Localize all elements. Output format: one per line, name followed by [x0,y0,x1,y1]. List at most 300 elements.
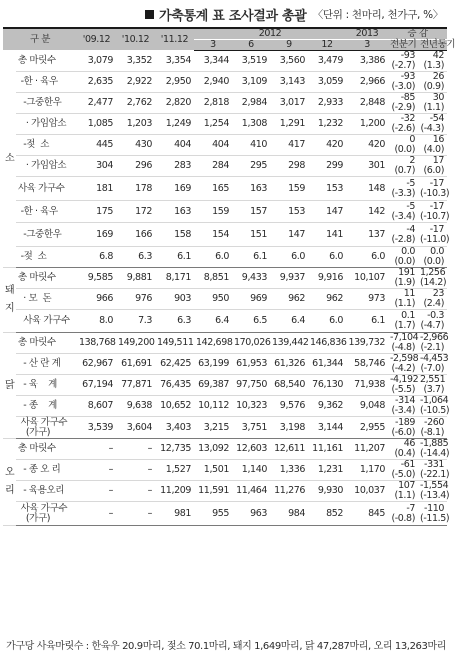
value-cell: 166 [116,223,155,247]
value-cell: 8,851 [194,268,232,289]
value-cell: 445 [77,135,116,156]
table-row [3,375,447,396]
value-cell: 61,691 [116,354,155,375]
value-cell: 8,171 [155,268,194,289]
change-prev-quarter-cell [388,93,418,114]
value-cell: 3,352 [116,51,155,72]
value-cell: 77,871 [116,375,155,396]
value-cell: 6.0 [270,247,308,268]
change-amount: 0.1 [401,310,416,321]
value-cell: 8,607 [77,396,116,417]
value-cell: 1,232 [308,114,346,135]
change-percent: (-2.8) [391,233,416,245]
value-cell: 2,922 [116,72,155,93]
change-amount: -2,966 [420,332,449,343]
change-amount: 1,256 [420,267,446,278]
value-cell: 6.0 [346,247,388,268]
change-amount: -4,453 [420,353,449,364]
value-cell: 146,836 [308,333,346,354]
change-prev-quarter-cell [388,247,418,268]
change-percent: (-4.3) [420,123,445,134]
value-cell: 159 [270,177,308,201]
value-cell: 1,249 [155,114,194,135]
title-square-icon [145,10,154,19]
value-cell: – [77,481,116,502]
value-cell: 139,442 [270,333,308,354]
change-prev-year-cell [418,177,450,201]
value-cell: 3,079 [77,51,116,72]
value-cell: 153 [270,201,308,223]
value-cell: 147 [308,201,346,223]
value-cell: 976 [116,289,155,310]
table-title [145,5,307,24]
change-amount: -17 [429,223,445,235]
value-cell: 172 [116,201,155,223]
value-cell: 12,611 [270,439,308,460]
change-prev-quarter-cell [388,156,418,177]
value-cell: 11,209 [155,481,194,502]
change-percent: (1.9) [394,277,416,288]
table-row [3,460,447,481]
change-percent: (2.4) [423,298,445,309]
value-cell: 11,276 [270,481,308,502]
row-label: -젖 소 [16,135,77,156]
value-cell: 3,059 [308,72,346,93]
change-prev-year-cell [418,289,447,310]
table-row [3,396,447,417]
value-cell: 149,511 [155,333,194,354]
value-cell: 58,746 [346,354,388,375]
change-percent: (0.9) [423,81,445,92]
change-amount: -331 [424,459,445,470]
change-percent: (-11.0) [420,233,450,245]
change-amount: 23 [432,288,445,299]
value-cell: 6.1 [346,310,388,333]
value-cell: 62,425 [155,354,194,375]
value-cell: 6.0 [194,247,232,268]
change-percent: (-3.4) [391,210,416,222]
row-label: · 가임암소 [16,156,77,177]
value-cell: 71,938 [346,375,388,396]
table-row [3,439,447,460]
value-cell: 3,403 [155,417,194,439]
value-cell: 181 [77,177,116,201]
value-cell: 6.1 [155,247,194,268]
value-cell: 12,603 [232,439,270,460]
value-cell: – [77,439,116,460]
value-cell: 12,735 [155,439,194,460]
change-prev-year-cell [418,502,450,526]
value-cell: 63,199 [194,354,232,375]
row-label: -그중한우 [16,223,77,247]
value-cell: – [77,502,116,526]
value-cell: 9,638 [116,396,155,417]
row-label: -한 · 육우 [16,201,77,223]
change-prev-year-cell [418,114,447,135]
value-cell: 955 [194,502,232,526]
value-cell: 1,501 [194,460,232,481]
change-amount: 107 [398,480,416,491]
change-amount: -93 [400,71,416,82]
header-1012: '10.12 [116,28,155,51]
value-cell: – [116,502,155,526]
value-cell: 10,652 [155,396,194,417]
value-cell: 10,323 [232,396,270,417]
change-percent: (1.1) [394,298,416,309]
value-cell: 1,336 [270,460,308,481]
value-cell: 147 [270,223,308,247]
change-prev-year-cell [418,135,447,156]
change-amount: -85 [400,92,416,103]
change-prev-quarter-cell [388,439,418,460]
row-label: - 육 계 [16,375,77,396]
header-gubun: 구 분 [3,28,77,51]
change-percent: (-2.6) [391,123,416,134]
value-cell: 3,017 [270,93,308,114]
change-percent: (3.7) [423,384,445,395]
change-prev-quarter-cell [388,135,418,156]
change-prev-quarter-cell [388,396,418,417]
change-amount: 0.0 [430,246,445,257]
value-cell: 981 [155,502,194,526]
change-amount: -110 [424,502,445,514]
value-cell: 9,916 [308,268,346,289]
value-cell: 2,820 [155,93,194,114]
row-label: 총 마릿수 [16,333,77,354]
change-amount: 42 [432,50,445,61]
value-cell: 301 [346,156,388,177]
value-cell: 3,539 [77,417,116,439]
livestock-group-label: 닭 [3,333,16,439]
change-percent: (0.4) [394,448,416,459]
change-amount: -17 [429,177,445,189]
value-cell: 1,308 [232,114,270,135]
change-percent: (-10.5) [420,405,450,416]
change-amount: -5 [406,200,416,212]
value-cell: 2,955 [346,417,388,439]
change-prev-year-cell [418,72,447,93]
change-amount: -17 [429,200,445,212]
value-cell: 151 [232,223,270,247]
value-cell: 9,433 [232,268,270,289]
change-percent: (-6.0) [391,426,416,438]
value-cell: 404 [155,135,194,156]
value-cell: 966 [77,289,116,310]
change-percent: (-2.1) [420,342,445,353]
value-cell: 6.3 [116,247,155,268]
row-label: 총 마릿수 [16,51,77,72]
table-title-text: 가축통계 표 조사결과 총괄 [159,9,307,24]
value-cell: 1,527 [155,460,194,481]
value-cell: 6.0 [308,310,346,333]
value-cell: 283 [155,156,194,177]
value-cell: 299 [308,156,346,177]
value-cell: 170,026 [232,333,270,354]
value-cell: 8.0 [77,310,116,333]
value-cell: 175 [77,201,116,223]
value-cell: 9,585 [77,268,116,289]
change-percent: (-11.5) [420,512,450,524]
value-cell: – [116,439,155,460]
change-amount: 2,551 [420,374,446,385]
value-cell: 430 [116,135,155,156]
change-prev-quarter-cell [388,375,418,396]
change-amount: 0 [409,134,416,145]
value-cell: 13,092 [194,439,232,460]
change-amount: -2,598 [390,353,419,364]
change-amount: 17 [432,155,445,166]
livestock-group-label: 소 [3,51,16,268]
value-cell: 9,930 [308,481,346,502]
value-cell: 950 [194,289,232,310]
value-cell: 169 [77,223,116,247]
value-cell: 6.1 [232,247,270,268]
change-prev-quarter-cell [388,333,418,354]
value-cell: 159 [194,201,232,223]
table-row [3,333,447,354]
change-prev-quarter-cell [388,114,418,135]
change-amount: -61 [400,459,416,470]
header-month-12: 12 [308,40,346,51]
change-percent: (0.7) [394,165,416,176]
value-cell: 404 [194,135,232,156]
change-percent: (-14.4) [420,448,450,459]
change-amount: -260 [424,416,445,428]
change-amount: -314 [395,395,416,406]
change-percent: (-10.3) [420,187,450,199]
value-cell: 10,112 [194,396,232,417]
value-cell: 142 [346,201,388,223]
change-amount: -4,192 [390,374,419,385]
table-row [3,156,447,177]
change-percent: (-7.0) [420,363,445,374]
table-row [3,114,447,135]
change-prev-year-cell [418,223,450,247]
change-amount: 191 [398,267,416,278]
value-cell: 2,940 [194,72,232,93]
value-cell: 3,354 [155,51,194,72]
value-cell: 3,604 [116,417,155,439]
value-cell: 2,762 [116,93,155,114]
change-prev-year-cell [418,93,447,114]
change-percent: (-8.1) [420,426,445,438]
value-cell: 420 [308,135,346,156]
row-label: 사육 가구수 (가구) [16,502,77,526]
change-amount: -1,885 [420,438,449,449]
change-percent: (6.0) [423,165,445,176]
value-cell: 6.3 [155,310,194,333]
footer-note: 가구당 사육마릿수 : 한육우 20.9마리, 젖소 70.1마리, 돼지 1,649마리, 닭 47,287마리, 오리 13,263마리 [6,641,446,652]
header-change: 증 감 [388,28,447,40]
change-prev-year-cell [418,51,447,72]
change-prev-year-cell [418,395,450,417]
change-prev-year-cell [418,417,447,439]
value-cell: 2,933 [308,93,346,114]
value-cell: 158 [155,223,194,247]
value-cell: 2,818 [194,93,232,114]
value-cell: 1,254 [194,114,232,135]
value-cell: 903 [155,289,194,310]
change-percent: (-3.3) [391,187,416,199]
value-cell: 9,576 [270,396,308,417]
value-cell: 3,479 [308,51,346,72]
change-prev-quarter-cell [388,417,418,439]
value-cell: 169 [155,177,194,201]
value-cell: 178 [116,177,155,201]
value-cell: 6.8 [77,247,116,268]
value-cell: 149,200 [116,333,155,354]
change-amount: -32 [400,113,416,124]
change-amount: -7 [406,502,416,514]
value-cell: 304 [77,156,116,177]
value-cell: 284 [194,156,232,177]
value-cell: 1,085 [77,114,116,135]
change-percent: (-10.7) [420,210,450,222]
value-cell: 3,519 [232,51,270,72]
value-cell: 97,750 [232,375,270,396]
value-cell: 6.0 [308,247,346,268]
change-prev-quarter-cell [388,354,418,375]
change-amount: 0.0 [401,246,416,257]
table-row [3,502,447,526]
change-percent: (14.2) [420,277,447,288]
change-prev-quarter-cell [388,481,418,502]
change-amount: 2 [409,155,416,166]
change-prev-quarter-cell [388,223,418,247]
value-cell: 9,362 [308,396,346,417]
change-percent: (-5.5) [391,384,416,395]
value-cell: 2,635 [77,72,116,93]
table-row [3,247,447,268]
change-amount: -189 [395,416,416,428]
value-cell: 61,953 [232,354,270,375]
change-percent: (1.7) [394,320,416,331]
row-label: - 산 란 계 [16,354,77,375]
change-prev-year-cell [418,200,450,223]
value-cell: 142,698 [194,333,232,354]
change-amount: 46 [403,438,416,449]
value-cell: 141 [308,223,346,247]
change-percent: (-5.0) [391,469,416,480]
table-row [3,268,447,289]
value-cell: 420 [346,135,388,156]
value-cell: 3,386 [346,51,388,72]
change-percent: (-2.7) [391,60,416,71]
header-month-9: 9 [270,40,308,51]
change-amount: -4 [406,223,416,235]
table-row [3,135,447,156]
change-percent: (0.0) [394,256,416,267]
livestock-group-label: 돼 지 [3,268,16,333]
value-cell: 2,950 [155,72,194,93]
change-percent: (1.1) [423,102,445,113]
change-prev-quarter-cell [388,268,418,289]
change-percent: (4.0) [423,144,445,155]
unit-note: 〈단위 : 천마리, 천가구, %〉 [312,9,443,21]
row-label: - 육용오리 [16,481,77,502]
header-prev-year: 전년동기 [420,39,455,50]
change-prev-year-cell [418,333,447,354]
header-0912: '09.12 [77,28,116,51]
change-percent: (-3.0) [391,81,416,92]
change-amount: 16 [432,134,445,145]
value-cell: 2,848 [346,93,388,114]
change-amount: -54 [429,113,445,124]
row-label: - 종 오 리 [16,460,77,481]
value-cell: 6.5 [232,310,270,333]
change-amount: -93 [400,50,416,61]
value-cell: 1,231 [308,460,346,481]
row-label: 총 마릿수 [16,439,77,460]
table-row [3,72,447,93]
value-cell: 295 [232,156,270,177]
value-cell: 11,591 [194,481,232,502]
change-prev-year-cell [418,247,447,268]
value-cell: 2,984 [232,93,270,114]
change-prev-year-cell [418,156,447,177]
table-body [3,50,450,526]
value-cell: 963 [232,502,270,526]
change-prev-year-cell [418,480,450,502]
value-cell: 2,966 [346,72,388,93]
value-cell: 962 [270,289,308,310]
change-percent: (-13.4) [420,490,450,501]
value-cell: 973 [346,289,388,310]
change-prev-year-cell [418,375,447,396]
value-cell: 68,540 [270,375,308,396]
change-amount: -1,064 [420,395,449,406]
change-prev-quarter-cell [388,72,418,93]
change-percent: (1.1) [394,490,416,501]
value-cell: 6.4 [194,310,232,333]
change-percent: (-2.9) [391,102,416,113]
change-prev-year-cell [418,310,447,333]
change-percent: (0.0) [394,144,416,155]
value-cell: 76,435 [155,375,194,396]
value-cell: 138,768 [77,333,116,354]
table-row [3,310,447,333]
value-cell: – [77,460,116,481]
value-cell: 69,387 [194,375,232,396]
value-cell: 1,203 [116,114,155,135]
value-cell: 3,344 [194,51,232,72]
change-prev-quarter-cell [388,177,418,201]
value-cell: 9,048 [346,396,388,417]
value-cell: – [116,481,155,502]
table-row [3,51,447,72]
header-2012: 2012 [194,28,346,40]
row-label: - 종 계 [16,396,77,417]
value-cell: 969 [232,289,270,310]
change-prev-year-cell [418,268,447,289]
value-cell: 3,215 [194,417,232,439]
header-prev-quarter: 전분기 [390,39,417,50]
table-row [3,417,447,439]
row-label: 사육 가구수 [16,310,77,333]
change-prev-year-cell [418,459,450,481]
value-cell: 298 [270,156,308,177]
value-cell: 61,344 [308,354,346,375]
change-amount: -7,104 [390,332,419,343]
change-percent: (-22.1) [420,469,450,480]
change-prev-quarter-cell [388,310,418,333]
change-amount: -0.3 [427,310,445,321]
change-percent: (-3.4) [391,405,416,416]
value-cell: 1,140 [232,460,270,481]
value-cell: 2,477 [77,93,116,114]
change-percent: (-4.8) [391,342,416,353]
value-cell: 3,143 [270,72,308,93]
